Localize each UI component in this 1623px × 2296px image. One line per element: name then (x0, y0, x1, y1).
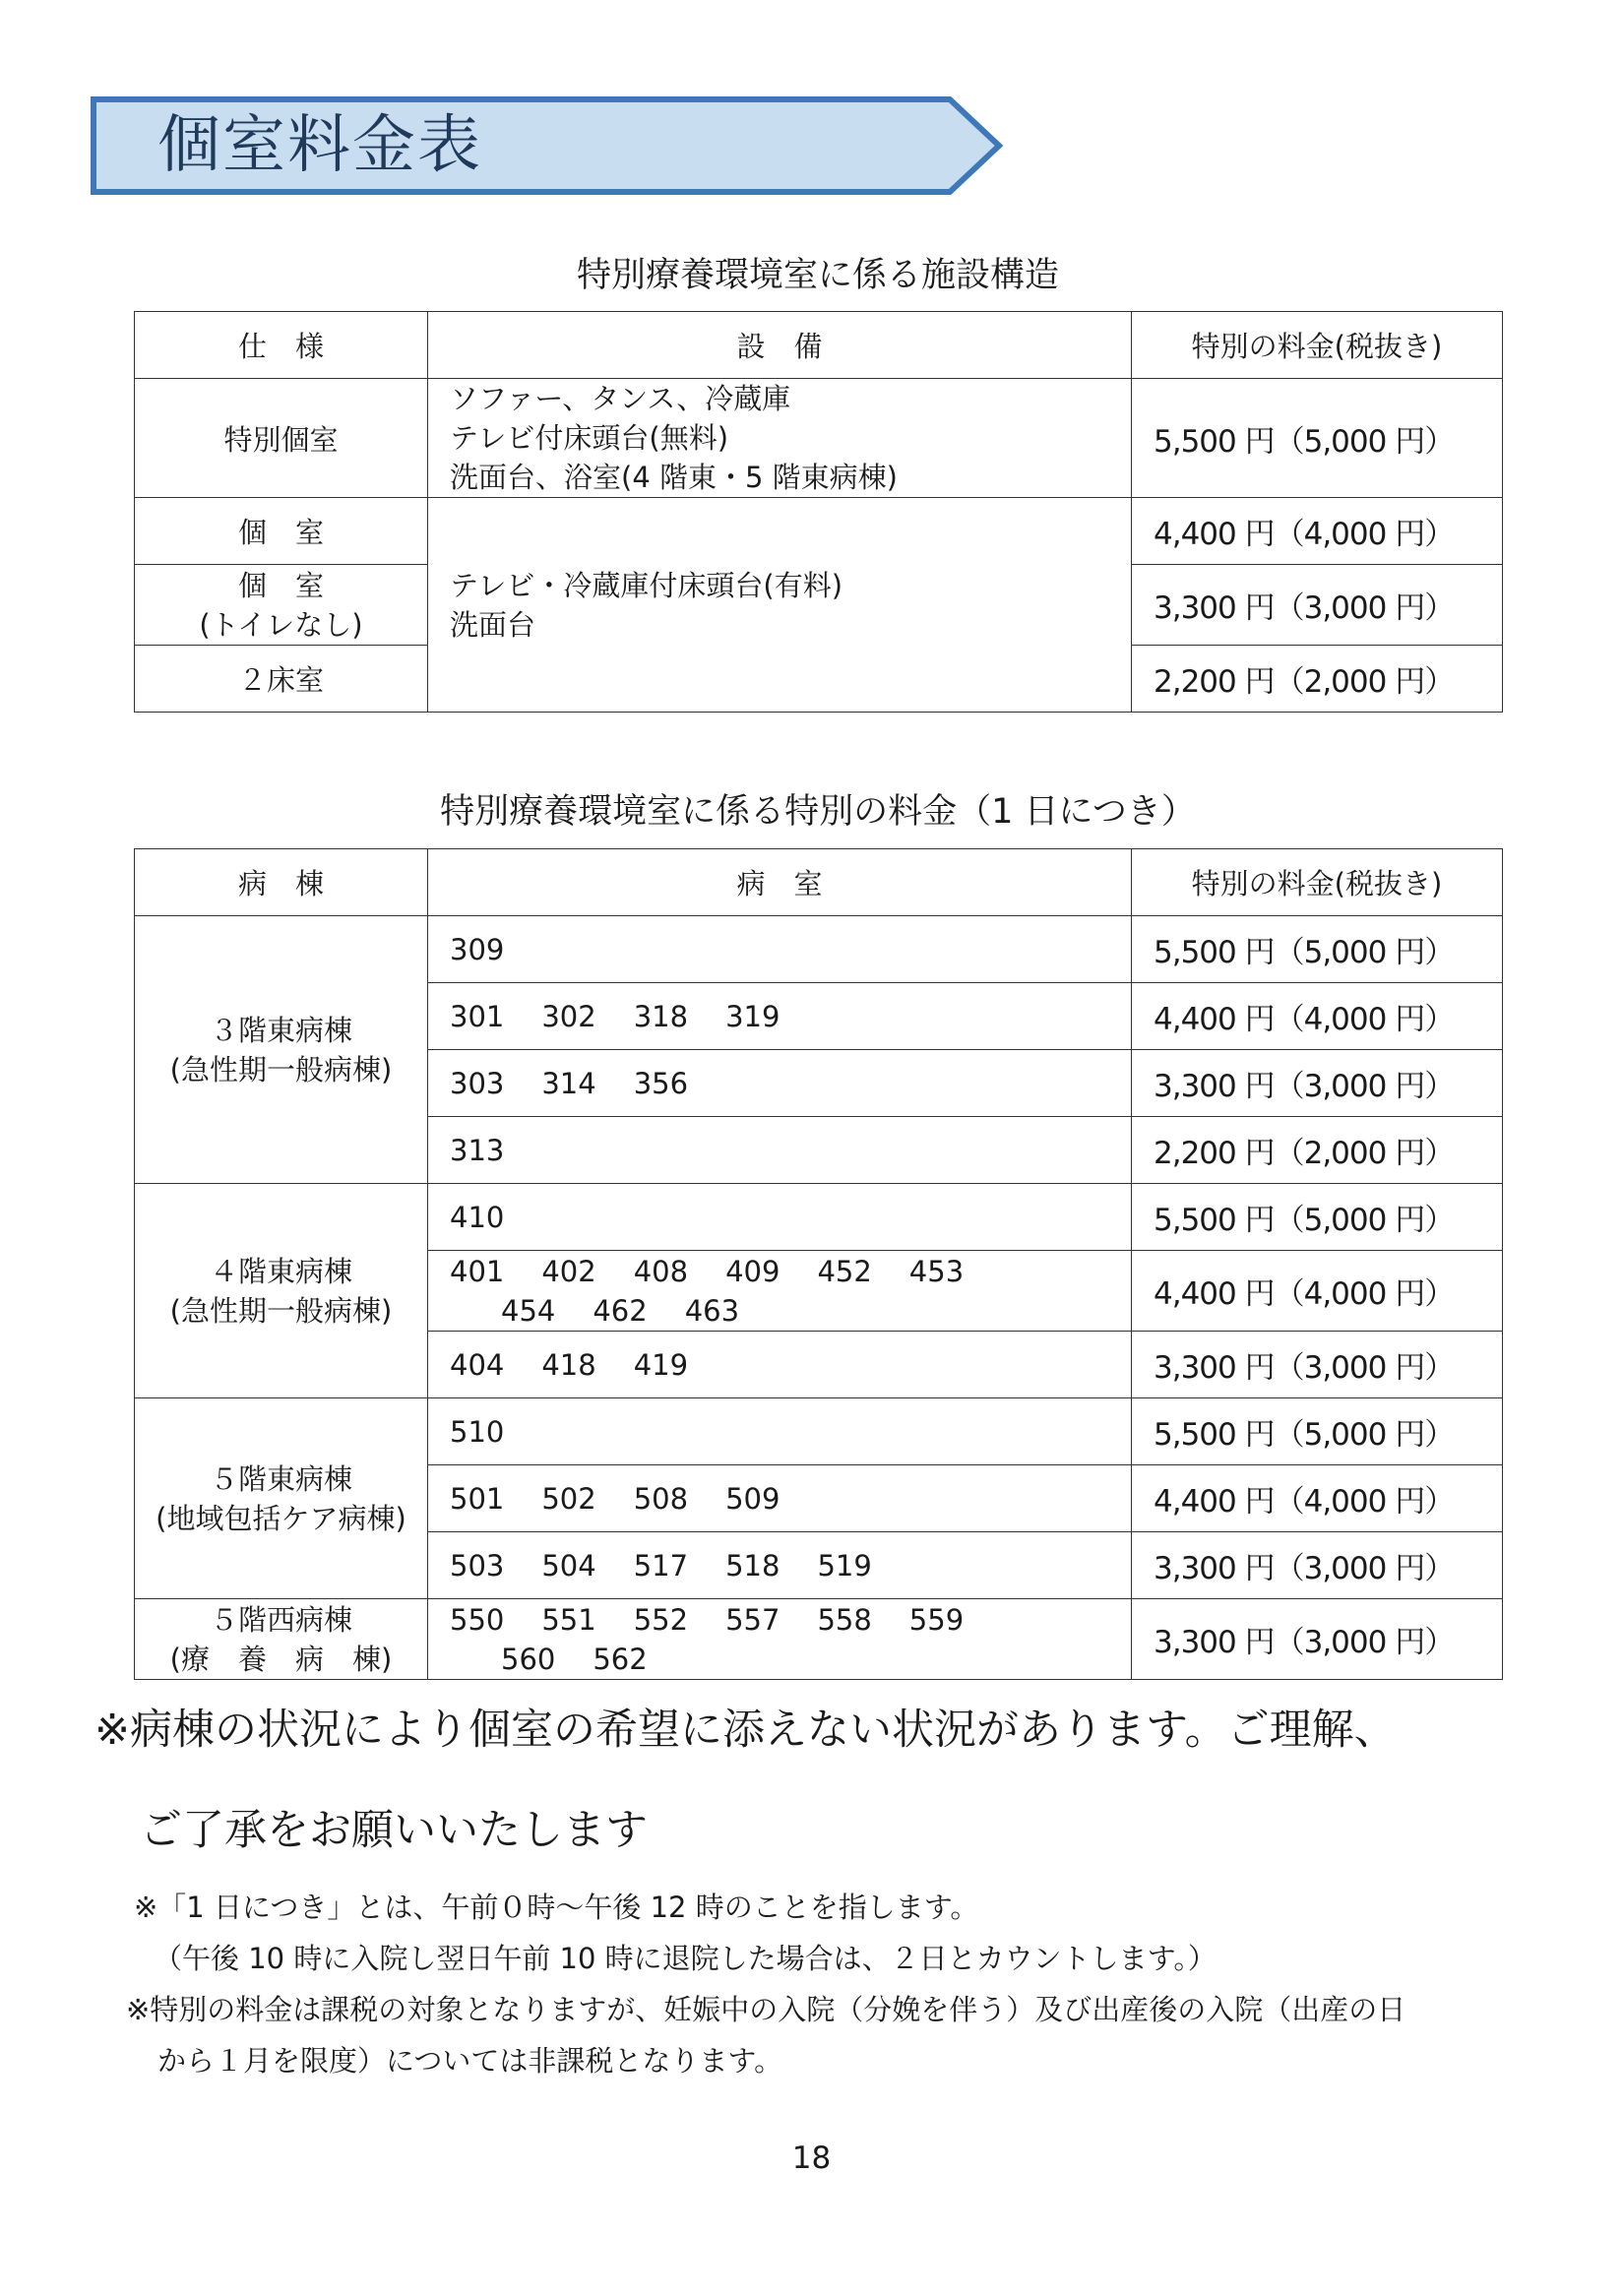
ward-type: (急性期一般病棟) (169, 1052, 393, 1086)
room-number: 419 (633, 1347, 689, 1382)
room-number: 504 (541, 1548, 596, 1582)
ward-cell (135, 1184, 428, 1398)
shared-equipment-cell (428, 498, 1132, 713)
price-cell: 4,400 円（4,000 円） (1132, 498, 1503, 565)
room-number: 302 (541, 999, 596, 1033)
room-number: 552 (633, 1602, 689, 1637)
room-number: 318 (633, 999, 689, 1033)
rooms-cell (428, 983, 1132, 1050)
ward-price-table (134, 848, 1503, 1680)
room-number: 501 (450, 1481, 505, 1516)
table-row (135, 1599, 1503, 1680)
room-number: 560 (501, 1642, 556, 1676)
room-number: 558 (817, 1602, 872, 1637)
ward-name: ３階東病棟 (209, 1013, 352, 1047)
room-number: 408 (633, 1254, 689, 1288)
page-number: 18 (791, 2141, 832, 2176)
room-number: 454 (501, 1293, 556, 1328)
room-number: 462 (593, 1293, 648, 1328)
equipment-line: 洗面台 (450, 607, 536, 642)
table-header-row (135, 849, 1503, 916)
room-number: 510 (450, 1414, 505, 1449)
room-number: 303 (450, 1066, 505, 1100)
price-cell: 3,300 円（3,000 円） (1132, 1050, 1503, 1117)
price-cell: 2,200 円（2,000 円） (1132, 1117, 1503, 1184)
room-number: 562 (593, 1642, 648, 1676)
room-number: 404 (450, 1347, 505, 1382)
table-row (135, 379, 1503, 498)
rooms-line (450, 1291, 1131, 1331)
equipment-line: テレビ付床頭台(無料) (450, 421, 729, 455)
header-room: 病 室 (428, 849, 1132, 916)
notice-line-1: ※病棟の状況により個室の希望に添えない状況があります。ご理解、 (94, 1706, 1397, 1755)
spec-cell (135, 565, 428, 646)
note-line: ※「1 日につき」とは、午前０時～午後 12 時のことを指します。 (134, 1891, 979, 1924)
header-ward: 病 棟 (135, 849, 428, 916)
header-price: 特別の料金(税抜き) (1132, 849, 1503, 916)
ward-name: ５階西病棟 (209, 1602, 352, 1637)
room-number: 509 (725, 1481, 780, 1516)
room-number: 452 (817, 1254, 872, 1288)
note-line: ※特別の料金は課税の対象となりますが、妊娠中の入院（分娩を伴う）及び出産後の入院（出産の日 (126, 1993, 1406, 2026)
page-title: 個室料金表 (157, 109, 482, 182)
room-number: 309 (450, 932, 505, 966)
room-number: 550 (450, 1602, 505, 1637)
room-number: 314 (541, 1066, 596, 1100)
rooms-line (450, 1600, 1131, 1640)
table-header-row (135, 312, 1503, 379)
price-cell: 3,300 円（3,000 円） (1132, 1532, 1503, 1599)
ward-name: ５階東病棟 (209, 1461, 352, 1496)
room-number: 401 (450, 1254, 505, 1288)
room-number: 402 (541, 1254, 596, 1288)
rooms-line (450, 1640, 1131, 1679)
room-number: 551 (541, 1602, 596, 1637)
room-number: 559 (908, 1602, 965, 1637)
equipment-line: ソファー、タンス、冷蔵庫 (450, 382, 791, 415)
note-line: から１月を限度）については非課税となります。 (157, 2044, 783, 2078)
room-number: 356 (633, 1066, 689, 1100)
spec-cell: 個 室 (135, 498, 428, 565)
table1-caption: 特別療養環境室に係る施設構造 (576, 256, 1059, 295)
price-cell: 4,400 円（4,000 円） (1132, 1251, 1503, 1332)
ward-cell (135, 1599, 428, 1680)
price-cell: 4,400 円（4,000 円） (1132, 1465, 1503, 1532)
price-cell: 5,500 円（5,000 円） (1132, 379, 1503, 498)
ward-type: (急性期一般病棟) (169, 1293, 393, 1328)
room-number: 410 (450, 1200, 505, 1234)
room-number: 319 (725, 999, 780, 1033)
spec-cell: 特別個室 (135, 379, 428, 498)
spec-sublabel: (トイレなし) (199, 607, 363, 642)
room-number: 418 (541, 1347, 596, 1382)
rooms-cell (428, 1532, 1132, 1599)
price-cell: 4,400 円（4,000 円） (1132, 983, 1503, 1050)
title-banner (91, 96, 1006, 195)
room-number: 301 (450, 999, 505, 1033)
ward-cell (135, 1398, 428, 1599)
equipment-cell (428, 379, 1132, 498)
table-row (135, 1184, 1503, 1251)
rooms-cell (428, 1251, 1132, 1332)
room-number: 518 (725, 1548, 780, 1582)
rooms-cell (428, 1117, 1132, 1184)
rooms-cell (428, 1050, 1132, 1117)
room-number: 409 (725, 1254, 780, 1288)
rooms-cell (428, 1465, 1132, 1532)
ward-type: (療 養 病 棟) (169, 1642, 393, 1676)
notice-line-2: ご了承をお願いいたします (140, 1806, 648, 1855)
price-cell: 2,200 円（2,000 円） (1132, 646, 1503, 713)
spec-label: 個 室 (237, 568, 324, 602)
spec-cell: ２床室 (135, 646, 428, 713)
price-cell: 3,300 円（3,000 円） (1132, 1599, 1503, 1680)
ward-name: ４階東病棟 (209, 1254, 352, 1288)
equipment-line: 洗面台、浴室(4 階東・5 階東病棟) (450, 461, 898, 494)
room-number: 453 (908, 1254, 965, 1288)
price-cell: 5,500 円（5,000 円） (1132, 1184, 1503, 1251)
rooms-cell (428, 1184, 1132, 1251)
rooms-cell (428, 1599, 1132, 1680)
table2-caption: 特別療養環境室に係る特別の料金（1 日につき） (440, 792, 1196, 832)
rooms-cell (428, 916, 1132, 983)
price-cell: 3,300 円（3,000 円） (1132, 1332, 1503, 1398)
price-cell: 5,500 円（5,000 円） (1132, 1398, 1503, 1465)
table-row (135, 916, 1503, 983)
room-number: 519 (817, 1548, 872, 1582)
equipment-line: テレビ・冷蔵庫付床頭台(有料) (450, 568, 843, 602)
room-number: 508 (633, 1481, 689, 1516)
rooms-cell (428, 1332, 1132, 1398)
rooms-line (450, 1252, 1131, 1291)
price-cell: 3,300 円（3,000 円） (1132, 565, 1503, 646)
header-equipment: 設 備 (428, 312, 1132, 379)
header-price: 特別の料金(税抜き) (1132, 312, 1503, 379)
table-row (135, 498, 1503, 565)
room-number: 517 (633, 1548, 689, 1582)
ward-type: (地域包括ケア病棟) (156, 1501, 406, 1535)
rooms-cell (428, 1398, 1132, 1465)
room-number: 313 (450, 1133, 505, 1167)
price-cell: 5,500 円（5,000 円） (1132, 916, 1503, 983)
room-number: 503 (450, 1548, 505, 1582)
ward-cell (135, 916, 428, 1184)
table-row (135, 1398, 1503, 1465)
room-number: 502 (541, 1481, 596, 1516)
facility-table (134, 311, 1503, 713)
header-spec: 仕 様 (135, 312, 428, 379)
room-number: 557 (725, 1602, 780, 1637)
note-line: （午後 10 時に入院し翌日午前 10 時に退院した場合は、２日とカウントします。） (154, 1942, 1217, 1975)
room-number: 463 (684, 1293, 740, 1328)
